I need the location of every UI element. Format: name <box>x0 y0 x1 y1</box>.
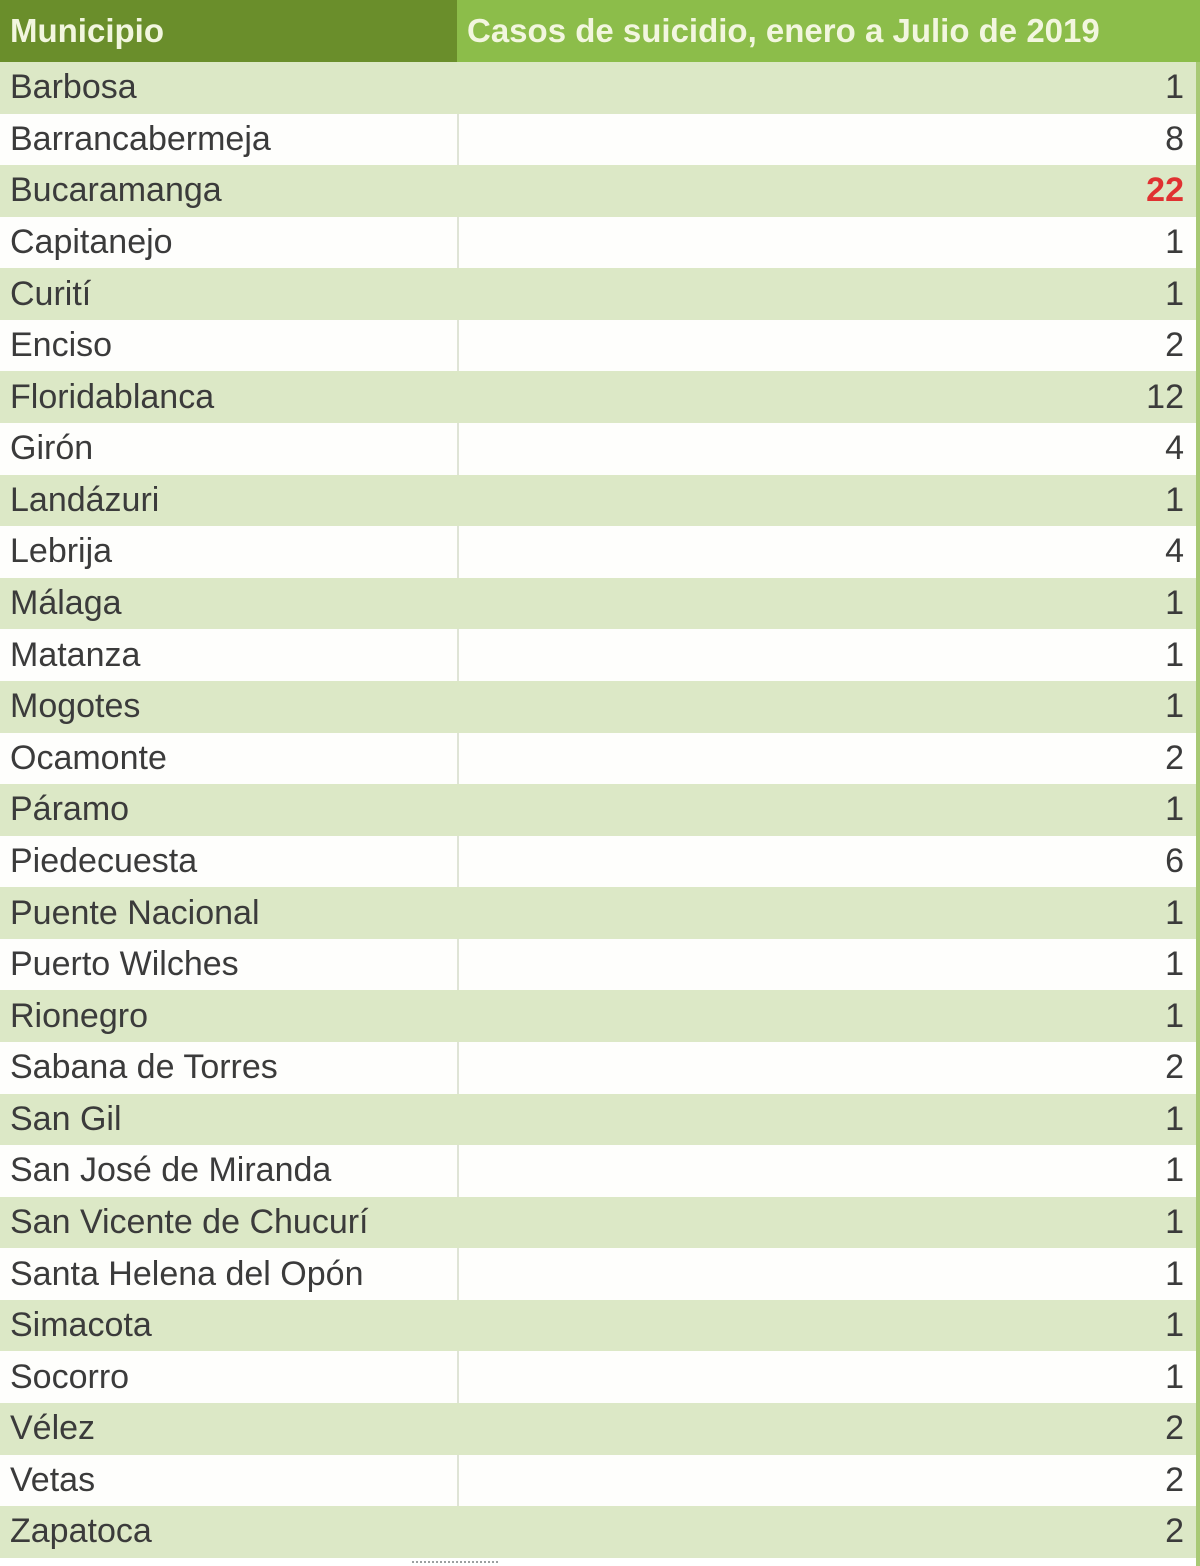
table-row <box>0 629 1200 681</box>
table-row <box>0 836 1200 888</box>
table-row <box>0 1351 1200 1403</box>
municipio-cell: Lebrija <box>10 532 113 571</box>
municipio-cell: Málaga <box>10 584 122 623</box>
casos-cell: 1 <box>1165 1099 1184 1138</box>
casos-cell: 1 <box>457 939 1200 991</box>
municipio-cell: Floridablanca <box>10 377 215 416</box>
municipio-cell: San Vicente de Chucurí <box>10 1203 369 1241</box>
casos-cell: 1 <box>1165 274 1184 313</box>
casos-cell: 1 <box>1165 996 1184 1035</box>
table-body <box>0 62 1200 1558</box>
municipio-cell: Piedecuesta <box>10 841 198 880</box>
casos-cell: 12 <box>1146 377 1184 416</box>
table-row <box>0 939 1200 991</box>
table-row <box>0 1455 1200 1507</box>
municipio-cell: Socorro <box>10 1357 130 1396</box>
casos-cell: 1 <box>457 1145 1200 1197</box>
table-row <box>0 62 1200 114</box>
casos-cell: 1 <box>457 1351 1200 1403</box>
municipio-cell: Enciso <box>10 326 113 365</box>
casos-cell: 8 <box>457 114 1200 166</box>
municipio-cell: Vélez <box>10 1409 96 1448</box>
municipio-cell: Sabana de Torres <box>10 1048 278 1087</box>
municipio-cell: Barrancabermeja <box>10 119 271 158</box>
casos-cell: 1 <box>1165 480 1184 519</box>
table-row <box>0 320 1200 372</box>
table-row <box>0 217 1200 269</box>
municipio-cell: Mogotes <box>10 687 141 726</box>
casos-cell: 2 <box>457 733 1200 785</box>
casos-cell: 1 <box>457 1248 1200 1300</box>
casos-cell: 2 <box>457 320 1200 372</box>
table-row <box>0 681 1200 733</box>
municipio-cell: Puerto Wilches <box>10 945 239 984</box>
casos-cell: 1 <box>1165 584 1184 623</box>
table-row <box>0 1248 1200 1300</box>
casos-cell: 4 <box>457 423 1200 475</box>
table-row <box>0 1042 1200 1094</box>
casos-cell: 1 <box>457 629 1200 681</box>
municipio-cell: Puente Nacional <box>10 893 260 932</box>
casos-cell: 2 <box>457 1455 1200 1507</box>
casos-cell: 1 <box>1165 893 1184 932</box>
casos-cell: 2 <box>1165 1409 1184 1448</box>
table-row <box>0 1300 1200 1352</box>
casos-cell: 1 <box>1165 687 1184 726</box>
table-row <box>0 475 1200 527</box>
table-row <box>0 733 1200 785</box>
municipio-cell: Páramo <box>10 790 130 829</box>
municipio-cell: Simacota <box>10 1306 152 1345</box>
casos-cell: 1 <box>1165 68 1184 107</box>
municipio-cell: Zapatoca <box>10 1512 152 1551</box>
table-row <box>0 165 1200 217</box>
table-row <box>0 114 1200 166</box>
municipio-cell: Matanza <box>10 635 141 674</box>
right-edge-strip <box>1196 62 1200 1566</box>
casos-cell: 1 <box>457 217 1200 269</box>
page-break-marker <box>412 1561 498 1563</box>
casos-cell: 1 <box>1165 790 1184 829</box>
municipio-cell: Landázuri <box>10 480 160 519</box>
municipio-cell: Barbosa <box>10 68 137 107</box>
municipio-cell: Bucaramanga <box>10 171 222 210</box>
casos-cell: 6 <box>457 836 1200 888</box>
municipio-cell: Rionegro <box>10 996 148 1035</box>
casos-cell: 22 <box>1146 171 1184 210</box>
casos-cell: 2 <box>457 1042 1200 1094</box>
municipio-cell: Capitanejo <box>10 223 173 262</box>
table-row <box>0 526 1200 578</box>
municipio-cell: San Gil <box>10 1099 122 1138</box>
municipio-cell: Girón <box>10 429 94 468</box>
table-row <box>0 990 1200 1042</box>
table-row <box>0 784 1200 836</box>
table-row <box>0 1094 1200 1146</box>
table-row <box>0 268 1200 320</box>
municipio-cell: Vetas <box>10 1460 96 1499</box>
table-row <box>0 578 1200 630</box>
casos-cell: 4 <box>457 526 1200 578</box>
casos-cell: 2 <box>1165 1512 1184 1551</box>
table-row <box>0 1197 1200 1249</box>
table-row <box>0 423 1200 475</box>
bottom-strip <box>0 1558 1200 1566</box>
table-row <box>0 1506 1200 1558</box>
table-row <box>0 371 1200 423</box>
column-header-municipio: Municipio <box>0 0 457 62</box>
table-row <box>0 1403 1200 1455</box>
municipio-cell: San José de Miranda <box>10 1151 332 1190</box>
municipio-cell: Curití <box>10 274 92 313</box>
casos-cell: 1 <box>1165 1306 1184 1345</box>
municipio-cell: Santa Helena del Opón <box>10 1254 364 1293</box>
table-row <box>0 887 1200 939</box>
casos-cell: 1 <box>1165 1203 1184 1241</box>
table-row <box>0 1145 1200 1197</box>
column-header-casos: Casos de suicidio, enero a Julio de 2019 <box>457 0 1200 62</box>
municipio-cell: Ocamonte <box>10 738 167 777</box>
table-header <box>0 0 1200 62</box>
